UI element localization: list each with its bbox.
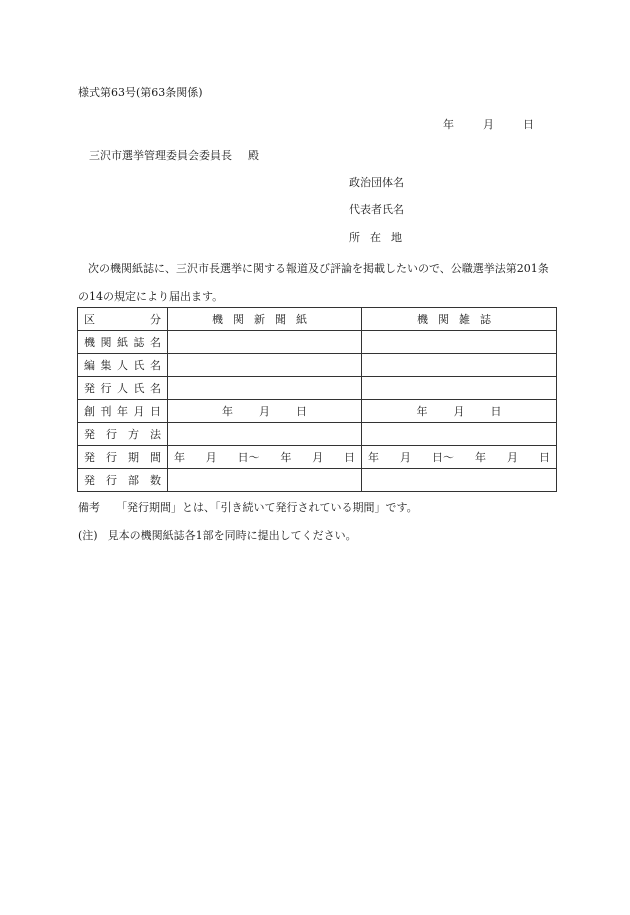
unit-year: 年 — [368, 451, 379, 464]
date-year: 年 — [443, 118, 454, 131]
cell-magazine-founded[interactable] — [362, 400, 557, 423]
form-number: 様式第63号(第63条関係) — [78, 86, 203, 99]
cell-magazine-title[interactable] — [362, 331, 557, 354]
addressee-honorific: 殿 — [248, 149, 259, 162]
table-row — [78, 400, 557, 423]
table-header-row — [78, 308, 557, 331]
cell-newspaper-copies[interactable] — [168, 469, 362, 492]
row-label-founded: 創刊年月日 — [78, 400, 168, 423]
unit-month: 月 — [507, 451, 518, 464]
date-day: 日 — [523, 118, 534, 131]
note-text: 見本の機関紙誌各1部を同時に提出してください。 — [107, 529, 357, 542]
table-row — [78, 354, 557, 377]
unit-year: 年 — [416, 405, 428, 418]
sender-address: 所在地 — [349, 231, 412, 244]
unit-year: 年 — [174, 451, 185, 464]
unit-day-tilde: 日～ — [237, 451, 260, 464]
unit-month: 月 — [259, 405, 270, 418]
table-row — [78, 469, 557, 492]
unit-day: 日 — [343, 451, 355, 464]
remark-label: 備考 — [78, 501, 100, 514]
date-line — [443, 116, 534, 132]
remark — [78, 499, 418, 515]
unit-day: 日 — [490, 405, 502, 418]
sender-representative: 代表者氏名 — [349, 203, 404, 216]
header-newspaper: 機関新聞紙 — [168, 308, 362, 331]
unit-month: 月 — [453, 405, 465, 418]
unit-day-tilde: 日～ — [432, 451, 454, 464]
cell-magazine-period[interactable] — [362, 446, 557, 469]
body-text: 次の機関紙誌に、三沢市長選挙に関する報道及び評論を掲載したいので、公職選挙法第201条の14の規定により届出ます。 — [78, 262, 549, 303]
cell-newspaper-title[interactable] — [168, 331, 362, 354]
note — [78, 527, 357, 543]
row-label-publisher: 発行人氏名 — [78, 377, 168, 400]
unit-year: 年 — [475, 451, 486, 464]
addressee-name: 三沢市選挙管理委員会委員長 — [89, 149, 232, 162]
cell-newspaper-period[interactable] — [168, 446, 362, 469]
cell-magazine-method[interactable] — [362, 423, 557, 446]
row-label-editor: 編集人氏名 — [78, 354, 168, 377]
table-row — [78, 331, 557, 354]
cell-newspaper-method[interactable] — [168, 423, 362, 446]
header-magazine: 機関雑誌 — [362, 308, 557, 331]
header-category: 区分 — [78, 308, 168, 331]
unit-day: 日 — [539, 451, 550, 464]
remark-text: 「発行期間」とは、「引き続いて発行されている期間」です。 — [116, 501, 418, 514]
row-label-title: 機関紙誌名 — [78, 331, 168, 354]
cell-magazine-publisher[interactable] — [362, 377, 557, 400]
unit-year: 年 — [280, 451, 292, 464]
registration-table — [77, 307, 557, 492]
table-row — [78, 423, 557, 446]
unit-month: 月 — [312, 451, 324, 464]
addressee — [89, 147, 259, 163]
row-label-period: 発行期間 — [78, 446, 168, 469]
unit-month: 月 — [205, 451, 217, 464]
sender-org-name: 政治団体名 — [349, 176, 404, 189]
table-row — [78, 446, 557, 469]
cell-magazine-editor[interactable] — [362, 354, 557, 377]
row-label-method: 発行方法 — [78, 423, 168, 446]
unit-day: 日 — [296, 405, 307, 418]
date-month: 月 — [483, 118, 494, 131]
unit-month: 月 — [400, 451, 411, 464]
table-row — [78, 377, 557, 400]
cell-magazine-copies[interactable] — [362, 469, 557, 492]
cell-newspaper-publisher[interactable] — [168, 377, 362, 400]
row-label-copies: 発行部数 — [78, 469, 168, 492]
unit-year: 年 — [222, 405, 233, 418]
cell-newspaper-founded[interactable] — [168, 400, 362, 423]
cell-newspaper-editor[interactable] — [168, 354, 362, 377]
note-label: (注) — [78, 529, 98, 542]
